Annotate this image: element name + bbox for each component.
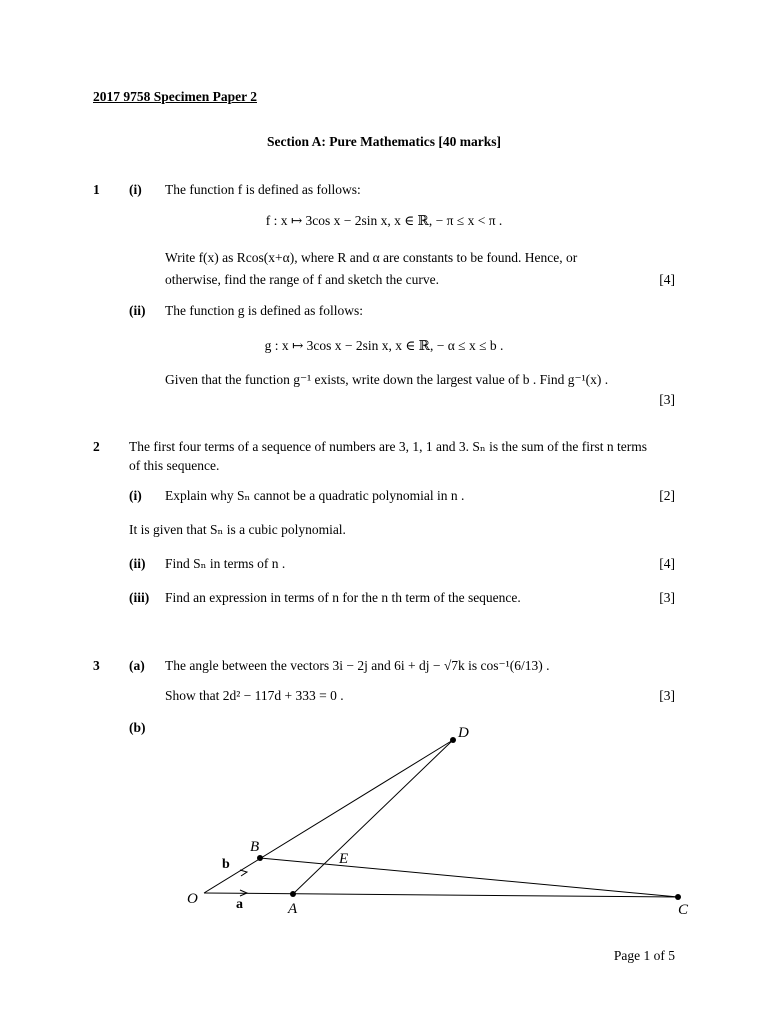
q2-part-iii-text: Find an expression in terms of n for the n th term of the sequence. [165,590,521,605]
q2-part-i-marks: [2] [659,488,675,503]
line-OC [204,893,678,897]
q2-part-ii-label: (ii) [129,556,146,571]
dot-B [257,855,263,861]
q1-part-ii-label: (ii) [129,303,146,318]
label-D: D [458,725,469,741]
label-E: E [339,851,349,867]
q1-part-ii-intro: The function g is defined as follows: [165,303,363,318]
q3-part-a-line1: The angle between the vectors 3i − 2j and 6i + dj − √7k is cos⁻¹(6/13) . [165,658,550,673]
dot-D [450,737,456,743]
dot-A [290,891,296,897]
section-title: Section A: Pure Mathematics [40 marks] [266,134,502,149]
q2-given: It is given that Sₙ is a cubic polynomial. [129,522,346,537]
q2-part-ii-text: Find Sₙ in terms of n . [165,556,286,571]
paper-title: 2017 9758 Specimen Paper 2 [93,89,257,104]
arrow-b-icon [240,870,247,876]
q1-number: 1 [93,182,100,197]
line-AD [293,740,453,894]
page-number: Page 1 of 5 [613,948,675,963]
q3-number: 3 [93,658,100,673]
label-vector-b: b [222,857,230,872]
q1-part-ii-line1: Given that the function g⁻¹ exists, write down the largest value of b . Find g⁻¹(x) . [165,372,609,387]
q2-line2: of this sequence. [129,458,220,473]
q2-part-ii-marks: [4] [659,556,675,571]
q3-part-a-marks: [3] [659,688,675,703]
q2-part-i-text: Explain why Sₙ cannot be a quadratic polynomial in n . [165,488,465,503]
label-A: A [288,901,298,917]
dot-C [675,894,681,900]
q1-part-ii-marks: [3] [659,392,675,407]
label-B: B [250,839,260,855]
q3-part-b-label: (b) [129,720,146,735]
q1-f-definition: f : x ↦ 3cos x − 2sin x, x ∈ ℝ, − π ≤ x < π . [265,213,503,228]
label-C: C [678,902,689,918]
q2-part-i-label: (i) [129,488,142,503]
label-vector-a: a [236,897,243,912]
label-O: O [187,891,198,907]
q1-part-i-marks: [4] [659,272,675,287]
q2-number: 2 [93,439,100,454]
line-BC [260,858,678,897]
q2-part-iii-label: (iii) [129,590,150,605]
q3-part-a-label: (a) [129,658,145,673]
q2-line1: The first four terms of a sequence of numbers are 3, 1, 1 and 3. Sₙ is the sum of the first n terms [129,439,647,454]
q3-part-a-line2: Show that 2d² − 117d + 333 = 0 . [165,688,344,703]
q1-part-i-line2: otherwise, find the range of f and sketch the curve. [165,272,440,287]
q1-part-i-line1: Write f(x) as Rcos(x+α), where R and α are constants to be found. Hence, or [165,250,578,265]
q1-part-i-intro: The function f is defined as follows: [165,182,361,197]
q1-g-definition: g : x ↦ 3cos x − 2sin x, x ∈ ℝ, − α ≤ x ≤ b . [264,338,504,353]
q1-part-i-label: (i) [129,182,142,197]
q2-part-iii-marks: [3] [659,590,675,605]
